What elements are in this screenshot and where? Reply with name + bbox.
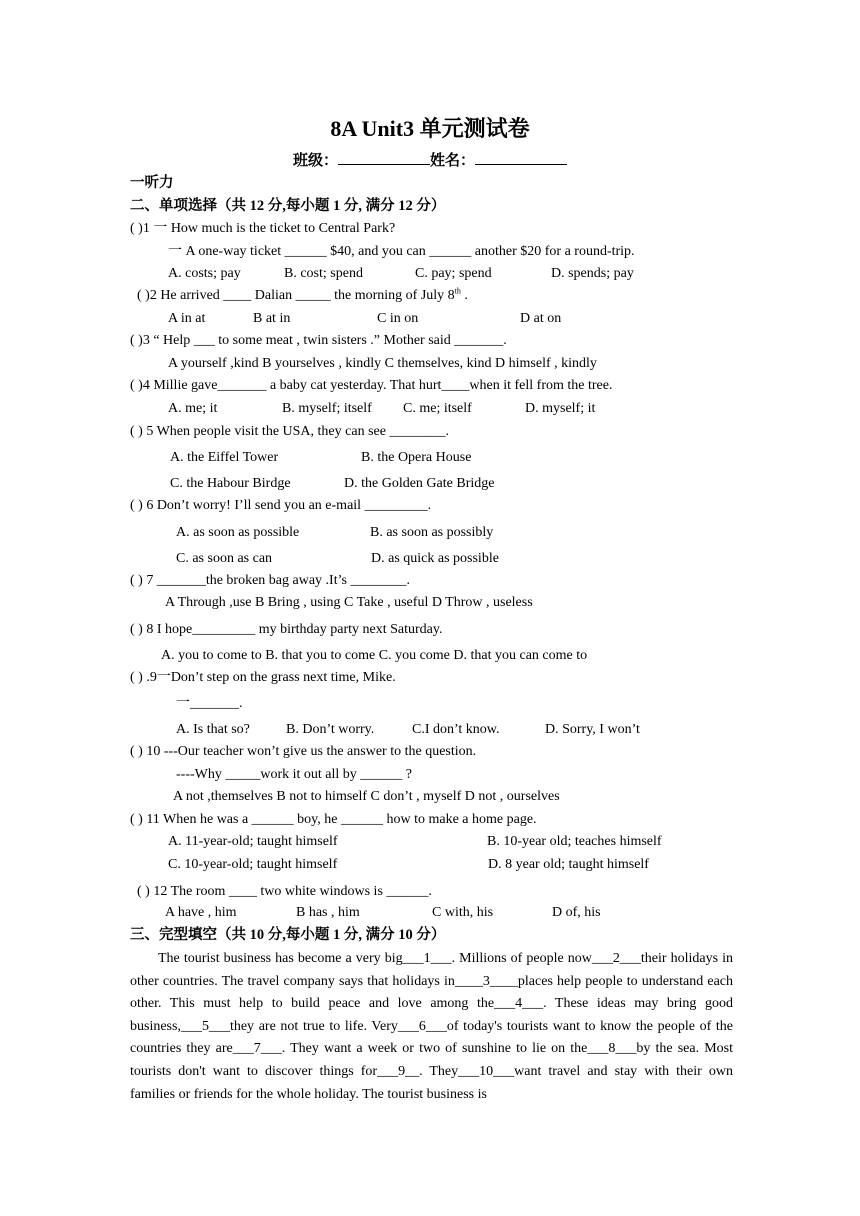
- question-3-options: A yourself ,kind B yourselves , kindly C themselves, kind D himself , kindly: [168, 356, 597, 371]
- cloze-blank-8[interactable]: ___8___: [587, 1041, 637, 1057]
- question-11-option-b: B. 10-year old; teaches himself: [487, 834, 662, 849]
- passage-text: want travel and stay with their own families or friends for the whole holiday. The tourist business is: [130, 1063, 733, 1102]
- section-cloze-heading: 三、完型填空（共 10 分,每小题 1 分, 满分 10 分）: [130, 927, 446, 943]
- passage-text: . These ideas may bring good business,: [130, 996, 733, 1034]
- question-5-option-c: C. the Habour Birdge: [170, 476, 291, 491]
- question-6-option-b: B. as soon as possibly: [370, 525, 494, 540]
- question-1-option-c: C. pay; spend: [415, 266, 492, 281]
- question-1-stem-response: 一 A one-way ticket ______ $40, and you can ______ another $20 for a round-trip.: [168, 244, 635, 259]
- question-7-options: A Through ,use B Bring , using C Take , useful D Throw , useless: [165, 595, 533, 610]
- name-label: 姓名：: [430, 153, 476, 169]
- question-3-stem: ( )3 “ Help ___ to some meat , twin sisters .” Mother said _______.: [130, 333, 507, 348]
- question-12-option-d: D of, his: [552, 905, 601, 920]
- question-5-option-d: D. the Golden Gate Bridge: [344, 476, 495, 491]
- question-1-option-d: D. spends; pay: [551, 266, 634, 281]
- passage-text: . Millions of people now: [451, 951, 592, 966]
- cloze-passage: [130, 948, 733, 1106]
- question-1-option-a: A. costs; pay: [168, 266, 241, 281]
- question-12-option-b: B has , him: [296, 905, 360, 920]
- question-8-stem: ( ) 8 I hope_________ my birthday party next Saturday.: [130, 622, 443, 637]
- question-6-option-c: C. as soon as can: [176, 551, 273, 566]
- cloze-blank-5[interactable]: ___5___: [180, 1018, 230, 1034]
- question-12-option-a: A have , him: [165, 905, 237, 920]
- question-9-option-c: C.I don’t know.: [412, 722, 500, 737]
- question-11-stem: ( ) 11 When he was a ______ boy, he ______ how to make a home page.: [130, 812, 537, 827]
- question-12-stem: ( ) 12 The room ____ two white windows is ______.: [137, 884, 432, 899]
- question-4-option-c: C. me; itself: [403, 401, 472, 416]
- passage-text: their holidays in other countries. The travel company says that holidays in: [130, 951, 733, 989]
- question-6-option-d: D. as quick as possible: [371, 551, 499, 566]
- class-blank[interactable]: [338, 150, 430, 165]
- name-blank[interactable]: [475, 150, 567, 165]
- question-10-stem-response: ----Why _____work it out all by ______ ?: [176, 767, 413, 782]
- question-6-option-a: A. as soon as possible: [176, 525, 300, 540]
- question-6-stem: ( ) 6 Don’t worry! I’ll send you an e-mail _________.: [130, 498, 432, 513]
- question-11-option-a: A. 11-year-old; taught himself: [168, 834, 338, 849]
- question-9-stem-response: 一_______.: [176, 696, 243, 711]
- question-2-option-c: C in on: [377, 311, 419, 326]
- question-10-options: A not ,themselves B not to himself C don’t , myself D not , ourselves: [173, 789, 560, 804]
- section-single-choice-heading: 二、单项选择（共 12 分,每小题 1 分, 满分 12 分）: [130, 198, 446, 214]
- cloze-blank-7[interactable]: ___7___: [232, 1041, 282, 1057]
- cloze-blank-1[interactable]: ___1___: [402, 951, 452, 966]
- question-4-option-d: D. myself; it: [525, 401, 596, 416]
- question-4-stem: ( )4 Millie gave_______ a baby cat yesterday. That hurt____when it fell from the tree.: [130, 378, 613, 393]
- passage-text: . They: [419, 1063, 459, 1079]
- question-4-option-b: B. myself; itself: [282, 401, 372, 416]
- question-5-stem: ( ) 5 When people visit the USA, they can see ________.: [130, 424, 449, 439]
- passage-text: The tourist business has become a very big: [158, 951, 403, 966]
- passage-text: by the sea. Most tourists don't want to discover things for: [130, 1041, 734, 1079]
- question-2-option-b: B at in: [253, 311, 291, 326]
- question-9-option-b: B. Don’t worry.: [286, 722, 375, 737]
- question-4-option-a: A. me; it: [168, 401, 218, 416]
- student-info-line: [0, 150, 860, 171]
- question-1-option-b: B. cost; spend: [284, 266, 363, 281]
- passage-text: of today's tourists want to know the people of the countries they are: [130, 1018, 733, 1057]
- question-9-stem: ( ) .9一Don’t step on the grass next time, Mike.: [130, 670, 396, 685]
- class-label: 班级：: [292, 153, 338, 169]
- question-11-option-d: D. 8 year old; taught himself: [488, 857, 649, 872]
- question-7-stem: ( ) 7 _______the broken bag away .It’s ________.: [130, 573, 410, 588]
- cloze-blank-2[interactable]: ___2___: [591, 951, 641, 966]
- cloze-blank-10[interactable]: ___10___: [458, 1063, 515, 1079]
- question-1-stem: ( )1 一 How much is the ticket to Central Park?: [130, 221, 396, 236]
- cloze-blank-6[interactable]: ___6___: [397, 1018, 447, 1034]
- question-11-option-c: C. 10-year-old; taught himself: [168, 857, 338, 872]
- passage-text: places help people to understand each other. This must help to build peace and love among the: [130, 973, 734, 1012]
- passage-text: they are not true to life. Very: [229, 1018, 398, 1034]
- section-listening-heading: 一听力: [130, 175, 174, 191]
- question-2-option-d: D at on: [520, 311, 562, 326]
- question-9-option-a: A. Is that so?: [176, 722, 250, 737]
- question-2-option-a: A in at: [168, 311, 206, 326]
- question-8-options: A. you to come to B. that you to come C. you come D. that you can come to: [161, 648, 588, 663]
- question-10-stem: ( ) 10 ---Our teacher won’t give us the answer to the question.: [130, 744, 477, 759]
- cloze-blank-9[interactable]: ___9__: [377, 1063, 420, 1079]
- question-9-option-d: D. Sorry, I won’t: [545, 722, 640, 737]
- question-5-option-b: B. the Opera House: [361, 450, 472, 465]
- passage-text: . They want a week or two of sunshine to lie on the: [281, 1041, 588, 1057]
- question-2-stem: ( )2 He arrived ____ Dalian _____ the morning of July 8th .: [137, 286, 468, 303]
- question-5-option-a: A. the Eiffel Tower: [170, 450, 279, 465]
- cloze-blank-4[interactable]: ___4___: [494, 996, 544, 1012]
- cloze-blank-3[interactable]: ____3____: [454, 973, 518, 989]
- question-12-option-c: C with, his: [432, 905, 494, 920]
- page-title: 8A Unit3 单元测试卷: [330, 116, 530, 141]
